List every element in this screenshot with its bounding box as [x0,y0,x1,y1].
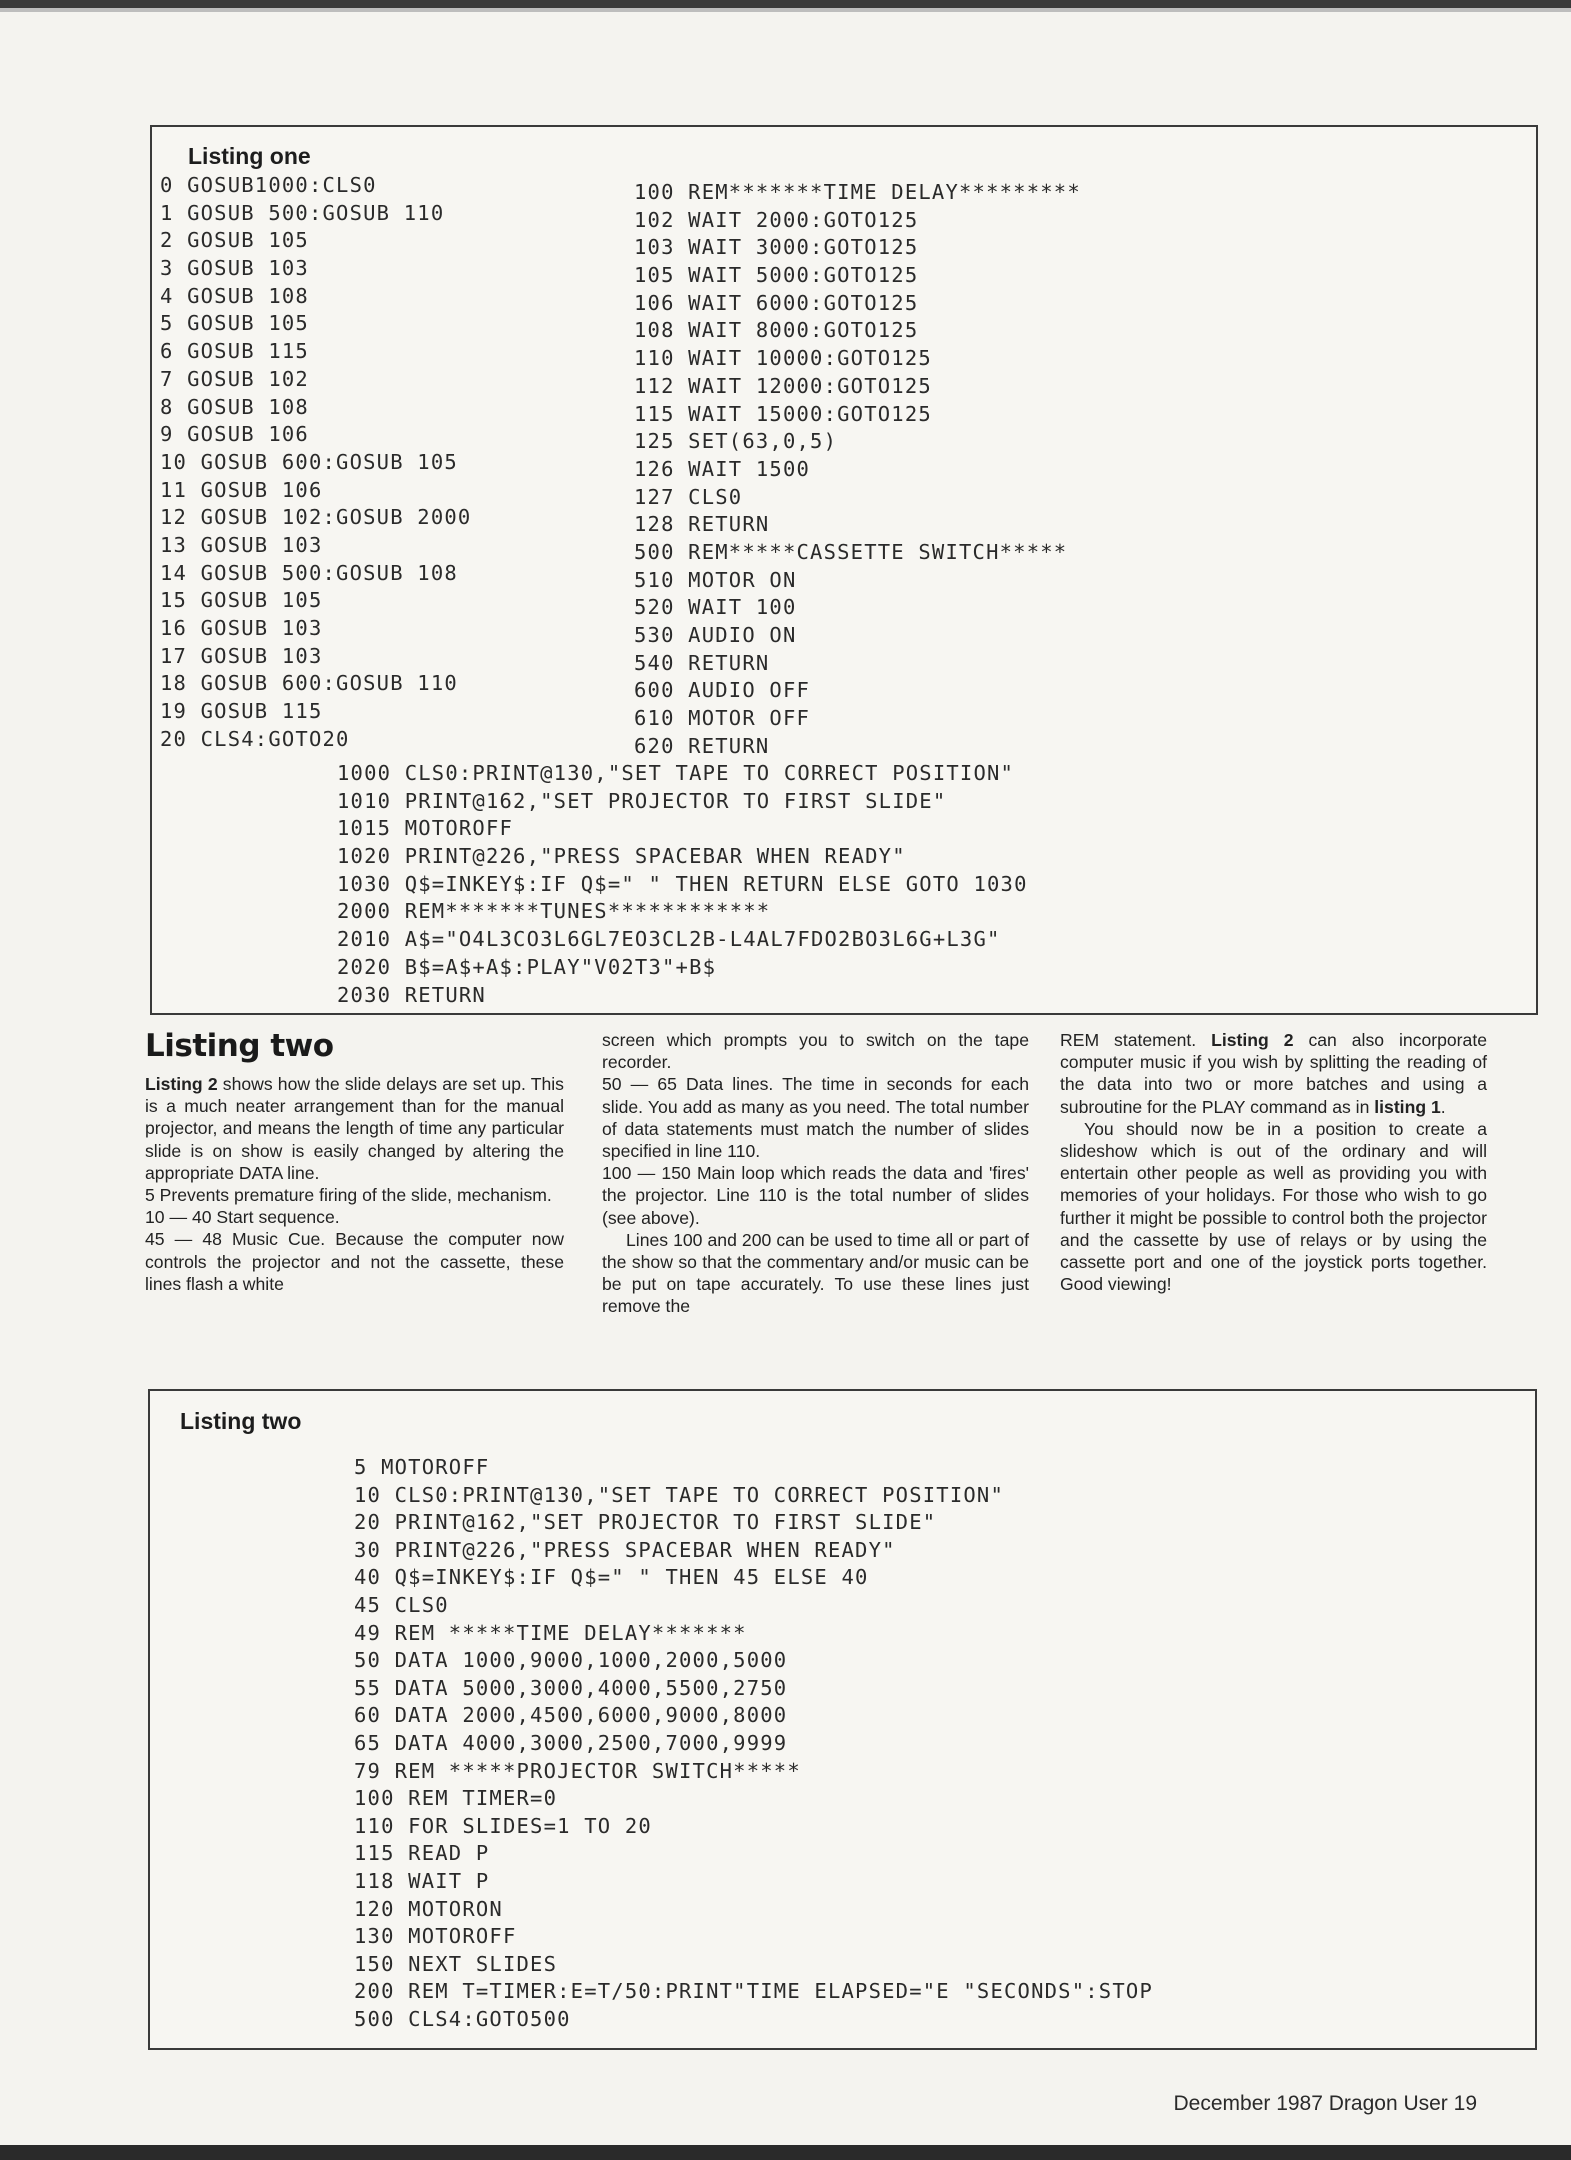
listing-two-line: 65 DATA 4000,3000,2500,7000,9999 [354,1730,788,1755]
listing-one-left-line: 3 GOSUB 103 [160,256,309,281]
listing-two-line: 150 NEXT SLIDES [354,1951,558,1976]
col2-paragraph-2: 50 — 65 Data lines. The time in seconds for each slide. You add as many as you need. The total number of data statements must match the number of slides specified in line 110. [602,1074,1029,1162]
listing-one-left-line: 9 GOSUB 106 [160,422,309,447]
listing-one-left-line: 14 GOSUB 500:GOSUB 108 [160,560,458,585]
listing-one-right-line: 600 AUDIO OFF [634,678,811,703]
listing-two-line: 100 REM TIMER=0 [354,1786,558,1811]
listing-one-right-line: 102 WAIT 2000:GOTO125 [634,207,919,232]
listing-one-right-line: 115 WAIT 15000:GOTO125 [634,401,932,426]
article-column-2 [602,1029,1029,1318]
listing-two-line: 120 MOTORON [354,1896,503,1921]
listing-two-line: 60 DATA 2000,4500,6000,9000,8000 [354,1703,788,1728]
listing-one-bottom-line: 2000 REM*******TUNES************ [337,899,771,924]
page-bottom-edge [0,2145,1571,2160]
listing-two-line: 49 REM *****TIME DELAY******* [354,1620,747,1645]
listing-one-left-line: 6 GOSUB 115 [160,339,309,364]
col3-bold-ref: Listing 2 [1211,1030,1294,1050]
col2-paragraph-4: Lines 100 and 200 can be used to time all or part of the show so that the commentary and/or music can be be put on tape accurately. To use these lines just remove the [602,1229,1029,1317]
col1-paragraph-1: shows how the slide delays are set up. This is a much neater arrangement than for the manual projector, and means the length of time any particular slide is on show is easily changed by altering the appropriate DATA line. [145,1074,564,1183]
listing-two-line: 115 READ P [354,1841,490,1866]
listing-one-left-line: 16 GOSUB 103 [160,616,323,640]
col3-bold-ref-2: listing 1 [1374,1096,1441,1117]
listing-one-right-line: 105 WAIT 5000:GOTO125 [634,263,919,288]
listing-two-line: 110 FOR SLIDES=1 TO 20 [354,1813,652,1838]
col1-bold-ref: Listing 2 [145,1074,218,1094]
listing-two-line: 45 CLS0 [354,1592,449,1617]
listing-one-left-line: 4 GOSUB 108 [160,283,309,308]
listing-one-left-line: 13 GOSUB 103 [160,532,323,557]
listing-two-title: Listing two [180,1408,302,1434]
listing-two-line: 500 CLS4:GOTO500 [354,2006,571,2031]
listing-one-right-line: 100 REM*******TIME DELAY********* [634,180,1081,204]
col2-paragraph-3: 100 — 150 Main loop which reads the data and 'fires' the projector. Line 110 is the total number of slides (see above). [602,1163,1029,1228]
col2-paragraph-1: screen which prompts you to switch on the tape recorder. [602,1030,1029,1073]
listing-two-line: 40 Q$=INKEY$:IF Q$=" " THEN 45 ELSE 40 [354,1565,869,1590]
col3-paragraph-1c: . [1440,1096,1446,1117]
col1-paragraph-3: 10 — 40 Start sequence. [145,1207,340,1228]
listing-two-line: 55 DATA 5000,3000,4000,5500,2750 [354,1675,788,1700]
listing-one-right-line: 106 WAIT 6000:GOTO125 [634,290,919,315]
listing-one-left-line: 10 GOSUB 600:GOSUB 105 [160,449,458,474]
article-column-3 [1060,1029,1487,1295]
listing-one-bottom-line: 1015 MOTOROFF [337,816,514,841]
listing-one-left-line: 17 GOSUB 103 [160,643,323,668]
listing-one-left-line: 2 GOSUB 105 [160,228,309,253]
listing-one-left-line: 1 GOSUB 500:GOSUB 110 [160,200,445,225]
listing-two-line: 50 DATA 1000,9000,1000,2000,5000 [354,1648,788,1673]
listing-one-right-code [634,179,1081,760]
listing-two-line: 118 WAIT P [354,1868,490,1893]
listing-one-left-code [160,172,471,753]
listing-one-right-line: 500 REM*****CASSETTE SWITCH***** [634,539,1068,564]
col1-paragraph-4: 45 — 48 Music Cue. Because the computer now controls the projector and not the cassette, these lines flash a white [145,1229,564,1294]
listing-one-right-line: 103 WAIT 3000:GOTO125 [634,235,919,260]
listing-one-bottom-line: 2010 A$="O4L3CO3L6GL7EO3CL2B-L4AL7FDO2BO3L6G+L3G" [337,927,1001,952]
listing-one-left-line: 18 GOSUB 600:GOSUB 110 [160,671,458,696]
listing-two-line: 200 REM T=TIMER:E=T/50:PRINT"TIME ELAPSED="E "SECONDS":STOP [354,1979,1153,2004]
listing-two-line: 79 REM *****PROJECTOR SWITCH***** [354,1758,801,1783]
listing-one-left-line: 12 GOSUB 102:GOSUB 2000 [160,505,472,530]
article-heading: Listing two [145,1028,334,1064]
listing-one-title: Listing one [188,143,311,169]
listing-one-left-line: 20 CLS4:GOTO20 [160,726,350,751]
listing-one-left-line: 19 GOSUB 115 [160,699,323,724]
listing-one-right-line: 110 WAIT 10000:GOTO125 [634,346,932,371]
listing-one-right-line: 610 MOTOR OFF [634,706,811,731]
listing-two-line: 10 CLS0:PRINT@130,"SET TAPE TO CORRECT POSITION" [354,1482,1005,1507]
listing-one-right-line: 510 MOTOR ON [634,567,797,592]
listing-one-right-line: 126 WAIT 1500 [634,456,811,481]
listing-two-line: 30 PRINT@226,"PRESS SPACEBAR WHEN READY" [354,1537,896,1562]
listing-two-line: 130 MOTOROFF [354,1924,517,1949]
article-column-1 [145,1073,564,1295]
page-top-edge [0,0,1571,8]
page-top-edge-shadow [0,8,1571,12]
listing-one-left-line: 8 GOSUB 108 [160,394,309,419]
listing-two-line: 20 PRINT@162,"SET PROJECTOR TO FIRST SLIDE" [354,1510,937,1535]
listing-one-left-line: 11 GOSUB 106 [160,477,323,502]
listing-one-left-line: 0 GOSUB1000:CLS0 [160,173,377,197]
listing-one-right-line: 112 WAIT 12000:GOTO125 [634,373,932,398]
listing-one-right-line: 620 RETURN [634,733,770,758]
listing-one-bottom-code [337,760,1028,1009]
listing-two-line: 5 MOTOROFF [354,1455,490,1479]
listing-one-right-line: 530 AUDIO ON [634,623,797,647]
listing-one-left-line: 5 GOSUB 105 [160,311,309,336]
page-footer: December 1987 Dragon User 19 [1173,2092,1477,2115]
listing-one-left-line: 7 GOSUB 102 [160,366,309,391]
listing-one-left-line: 15 GOSUB 105 [160,588,323,613]
listing-one-bottom-line: 1000 CLS0:PRINT@130,"SET TAPE TO CORRECT POSITION" [337,761,1015,785]
listing-one-right-line: 108 WAIT 8000:GOTO125 [634,318,919,343]
col1-paragraph-2: 5 Prevents premature firing of the slide, mechanism. [145,1185,552,1206]
listing-one-right-line: 520 WAIT 100 [634,595,797,620]
listing-one-bottom-line: 1020 PRINT@226,"PRESS SPACEBAR WHEN READY" [337,844,906,869]
col3-paragraph-1a: REM statement. [1060,1030,1212,1050]
listing-one-bottom-line: 2020 B$=A$+A$:PLAY"V02T3"+B$ [337,954,717,979]
listing-two-code [354,1454,1153,2033]
listing-one-bottom-line: 2030 RETURN [337,982,486,1007]
col3-paragraph-2: You should now be in a position to create a slideshow which is out of the ordinary and will entertain other people as well as providing you with memories of your holidays. For those who wish to go further it might be possible to control both the projector and the cassette by use of relays or by using the cassette port and one of the joystick ports together. Good viewing! [1060,1118,1487,1295]
listing-one-bottom-line: 1010 PRINT@162,"SET PROJECTOR TO FIRST SLIDE" [337,788,947,813]
col3-paragraph-1b: can also incorporate computer music if you wish by splitting the reading of the data into two or more batches and using a subroutine for the PLAY command as in [1060,1030,1487,1117]
listing-one-bottom-line: 1030 Q$=INKEY$:IF Q$=" " THEN RETURN ELSE GOTO 1030 [337,871,1028,896]
listing-one-right-line: 128 RETURN [634,512,770,537]
listing-one-right-line: 127 CLS0 [634,484,743,509]
listing-one-right-line: 540 RETURN [634,650,770,675]
listing-one-right-line: 125 SET(63,0,5) [634,429,838,454]
